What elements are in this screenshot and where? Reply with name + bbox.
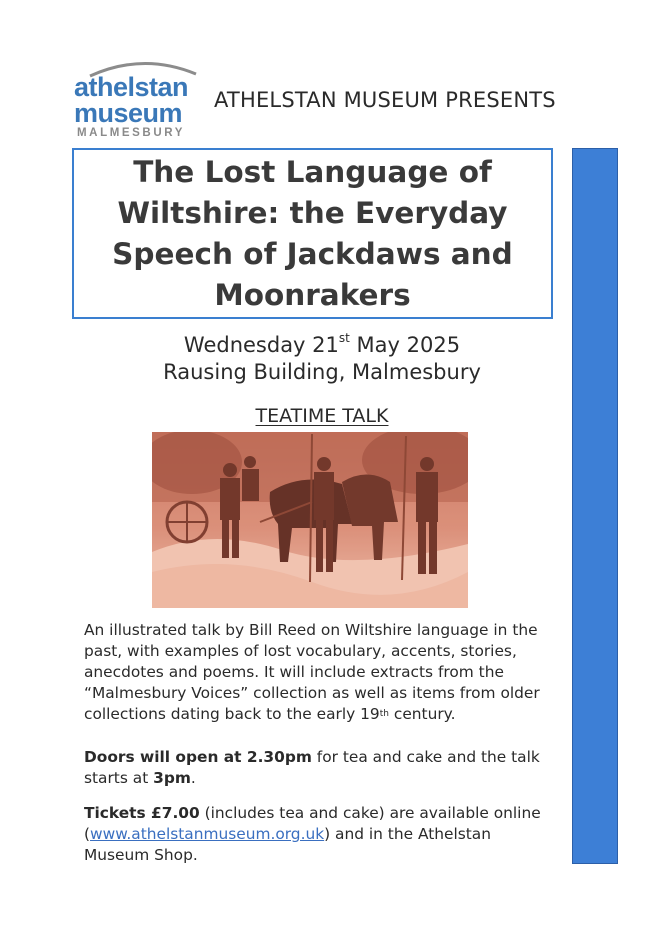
haymaking-photo <box>152 432 468 608</box>
logo-word-malmesbury: MALMESBURY <box>77 127 185 139</box>
event-date: Wednesday 21st May 2025 <box>183 331 461 357</box>
talk-description: An illustrated talk by Bill Reed on Wiltshire language in the past, with examples of lost vocabulary, accents, stories, anecdotes and poems. It will include extracts from the “Malmesbury Voices” collection as well as items from older collections dating back to the early 19th century. <box>84 621 540 723</box>
doors-info: Doors will open at 2.30pm for tea and cake and the talk starts at 3pm. <box>84 748 540 787</box>
teatime-talk-heading: TEATIME TALK <box>255 405 389 427</box>
title-box <box>72 148 553 319</box>
tickets-info: Tickets £7.00 (includes tea and cake) are available online (www.athelstanmuseum.org.uk) and in the Athelstan Museum Shop. <box>84 804 541 864</box>
blue-sidebar-bar <box>572 148 618 864</box>
logo-word-athelstan: athelstan <box>74 72 189 102</box>
event-venue: Rausing Building, Malmesbury <box>163 360 481 384</box>
logo-word-museum: museum <box>74 98 183 128</box>
talk-title: The Lost Language of Wiltshire: the Everyday Speech of Jackdaws and Moonrakers <box>112 154 513 312</box>
presents-heading: ATHELSTAN MUSEUM PRESENTS <box>214 88 556 112</box>
museum-website-link[interactable]: www.athelstanmuseum.org.uk <box>90 825 325 843</box>
